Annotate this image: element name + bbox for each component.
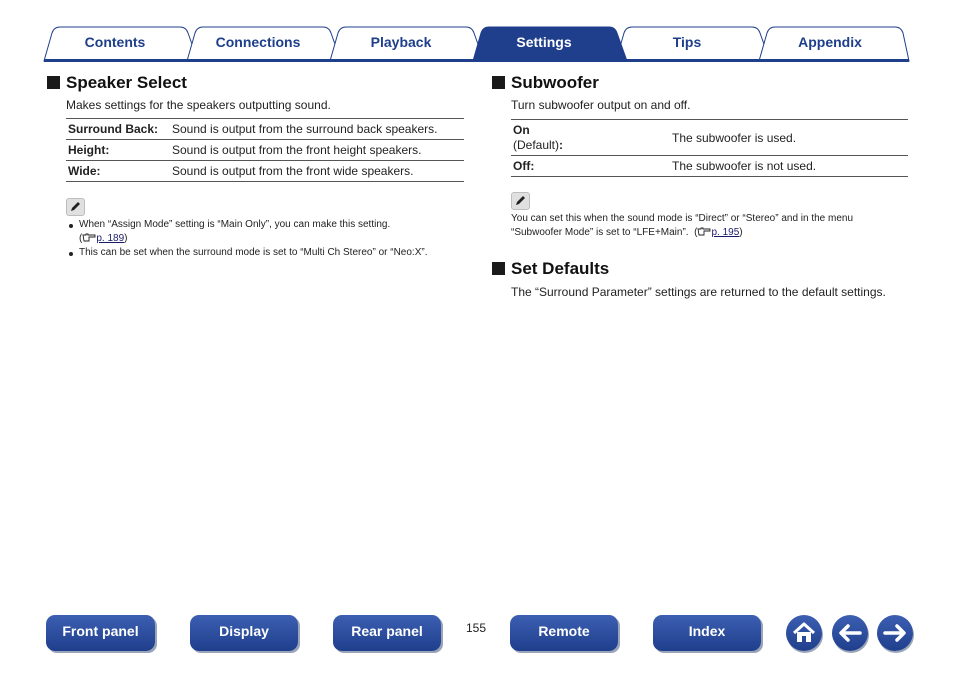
table-row [66,161,464,182]
default-colon: : [559,137,564,152]
set-defaults-description: The “Surround Parameter” settings are returned to the default settings. [511,285,886,299]
hand-pointer-icon [697,227,711,236]
back-button[interactable] [832,615,868,651]
display-button[interactable]: Display [190,615,298,651]
row-value: The subwoofer is used. [672,120,908,156]
speaker-select-title: Speaker Select [66,73,187,92]
speaker-select-table [66,118,464,182]
page-number: 155 [465,621,487,635]
row-key: On [513,122,530,137]
default-label: (Default) [513,137,560,152]
table-row [66,119,464,140]
ref-open: ( [694,227,698,238]
table-row [511,156,908,177]
note-line-2: “Subwoofer Mode” is set to “LFE+Main”. [511,227,689,238]
rear-panel-button[interactable]: Rear panel [333,615,441,651]
subwoofer-title: Subwoofer [511,73,599,92]
arrow-right-icon [877,615,913,651]
row-key: Wide: [66,161,172,182]
ref-close: ) [124,233,128,244]
subwoofer-table [511,119,908,177]
tab-contents[interactable]: Contents [84,34,146,50]
row-value: Sound is output from the surround back speakers. [172,119,464,140]
row-value: The subwoofer is not used. [672,156,908,177]
subwoofer-note [511,212,911,240]
speaker-select-description: Makes settings for the speakers outputting sound. [66,98,331,112]
pencil-note-icon [511,192,530,210]
page-link[interactable]: p. 189 [96,233,125,244]
tab-tips[interactable]: Tips [672,34,702,50]
row-value: Sound is output from the front height speakers. [172,140,464,161]
page-link[interactable]: p. 195 [711,227,740,238]
forward-button[interactable] [877,615,913,651]
ref-open: ( [79,233,83,244]
page-reference [79,233,128,244]
note-text: This can be set when the surround mode is set to “Multi Ch Stereo” or “Neo:X”. [79,247,428,258]
note-line-1: You can set this when the sound mode is “Direct” or “Stereo” and in the menu [511,213,854,224]
row-key: Surround Back: [66,119,172,140]
note-text: When “Assign Mode” setting is “Main Only”, you can make this setting. [79,219,391,230]
tab-appendix[interactable]: Appendix [798,34,862,50]
tab-shapes [0,0,954,64]
row-key: Height: [66,140,172,161]
row-key-cell [511,120,672,156]
home-icon [786,615,822,651]
ref-close: ) [739,227,743,238]
pencil-note-icon [66,198,85,216]
set-defaults-heading [492,258,609,280]
chapter-tab-bar [0,0,954,64]
page-reference [694,227,743,238]
speaker-select-notes [67,218,467,260]
speaker-select-heading [47,72,187,94]
row-value: Sound is output from the front wide speakers. [172,161,464,182]
section-square-icon [492,262,505,275]
table-row [66,140,464,161]
row-key: Off: [511,156,672,177]
hand-pointer-icon [82,233,96,242]
front-panel-button[interactable]: Front panel [46,615,155,651]
index-button[interactable]: Index [653,615,761,651]
table-row [511,120,908,156]
section-square-icon [492,76,505,89]
subwoofer-heading [492,72,599,94]
tab-playback[interactable]: Playback [370,34,432,50]
arrow-left-icon [832,615,868,651]
note-item [67,246,467,260]
note-item [67,218,467,246]
remote-button[interactable]: Remote [510,615,618,651]
row-default [513,138,672,153]
section-square-icon [47,76,60,89]
home-button[interactable] [786,615,822,651]
subwoofer-description: Turn subwoofer output on and off. [511,98,691,112]
tab-connections[interactable]: Connections [215,34,301,50]
set-defaults-title: Set Defaults [511,259,610,278]
tab-settings[interactable]: Settings [516,34,572,50]
tab-baseline [44,59,909,62]
